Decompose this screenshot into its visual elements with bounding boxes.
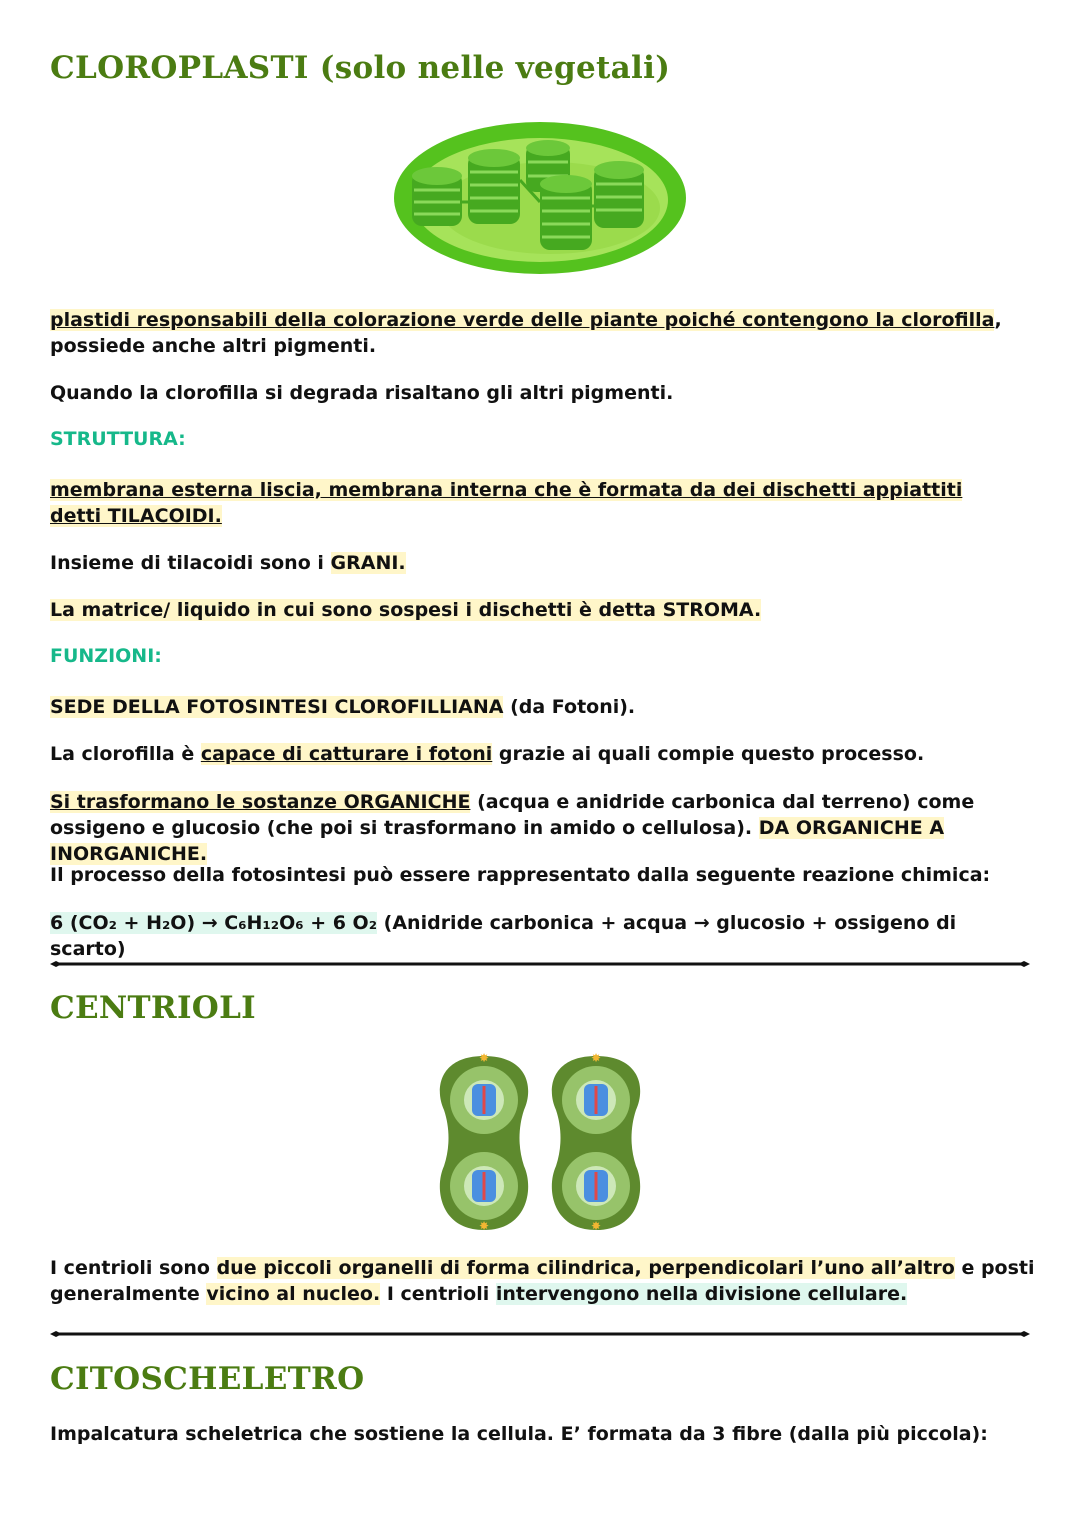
highlight-text: DA ORGANICHE A INORGANICHE. <box>50 817 945 865</box>
highlight-text: GRANI. <box>330 552 406 574</box>
highlight-text: plastidi responsabili della colorazione verde delle piante poiché contengono la clorofilla <box>50 309 995 331</box>
equation-description: (Anidride carbonica + acqua → glucosio + ossigeno di scarto) <box>50 912 957 960</box>
chloroplast-paragraph-reaction-intro: Il processo della fotosintesi può essere rappresentato dalla seguente reazione chimica: <box>50 864 991 886</box>
chloroplast-paragraph-2: Quando la clorofilla si degrada risaltano gli altri pigmenti. <box>50 382 674 404</box>
plain-text: grazie ai quali compie questo processo. <box>492 743 925 765</box>
section-divider <box>50 956 1030 972</box>
chloroplast-paragraph-transform <box>50 789 1035 867</box>
chloroplast-paragraph-1 <box>50 307 1035 359</box>
svg-text:✸: ✸ <box>478 1051 490 1065</box>
svg-text:✸: ✸ <box>590 1051 602 1065</box>
section-divider <box>50 1326 1030 1342</box>
grana-stack-5 <box>594 161 644 228</box>
svg-text:✸: ✸ <box>590 1219 602 1233</box>
highlight-text: SEDE DELLA FOTOSINTESI CLOROFILLIANA <box>50 696 504 718</box>
chloroplast-paragraph-photons <box>50 741 1035 767</box>
section-title-cytoskeleton: CITOSCHELETRO <box>50 1361 365 1397</box>
grana-stack-1 <box>412 167 462 226</box>
plain-text: La clorofilla è <box>50 743 201 765</box>
plain-text: I centrioli <box>380 1283 496 1305</box>
highlight-text: intervengono nella divisione cellulare. <box>495 1283 908 1305</box>
svg-text:✸: ✸ <box>478 1219 490 1233</box>
dividing-cell-right <box>552 1051 640 1233</box>
highlight-text: Si trasformano le sostanze ORGANICHE <box>50 791 471 813</box>
chloroplast-paragraph-stroma <box>50 597 1035 623</box>
grana-stack-2 <box>468 149 520 224</box>
plain-text: Insieme di tilacoidi sono i <box>50 552 331 574</box>
highlight-text: membrana esterna liscia, membrana interna che è formata da dei dischetti appiattiti detti TILACOIDI. <box>50 479 963 527</box>
functions-label: FUNZIONI: <box>50 645 162 667</box>
chemical-equation <box>50 910 1035 962</box>
section-title-centrioles: CENTRIOLI <box>50 990 256 1026</box>
plain-text: (acqua e anidride carbonica dal terreno) come ossigeno e glucosio (che poi si trasformano in amido o cellulosa). <box>50 791 975 839</box>
highlight-text: capace di catturare i fotoni <box>200 743 493 765</box>
cytoskeleton-paragraph: Impalcatura scheletrica che sostiene la cellula. E’ formata da 3 fibre (dalla più piccola): <box>50 1423 988 1445</box>
highlight-text: due piccoli organelli di forma cilindrica, perpendicolari l’uno all’altro <box>216 1257 955 1279</box>
section-title-chloroplast: CLOROPLASTI (solo nelle vegetali) <box>50 50 671 86</box>
chloroplast-illustration <box>390 110 690 282</box>
plain-text: e posti generalmente <box>50 1257 1035 1305</box>
structure-label: STRUTTURA: <box>50 428 186 450</box>
highlight-text: La matrice/ liquido in cui sono sospesi i dischetti è detta STROMA. <box>50 599 762 621</box>
chloroplast-paragraph-grana <box>50 550 1035 576</box>
centrioles-paragraph <box>50 1255 1035 1307</box>
dividing-cell-left <box>440 1051 528 1233</box>
plain-text: , possiede anche altri pigmenti. <box>50 309 1002 357</box>
equation-formula: 6 (CO₂ + H₂O) → C₆H₁₂O₆ + 6 O₂ <box>50 912 378 934</box>
plain-text: I centrioli sono <box>50 1257 217 1279</box>
highlight-text: vicino al nucleo. <box>206 1283 381 1305</box>
chloroplast-paragraph-structure <box>50 477 970 529</box>
grana-stack-4 <box>540 175 592 250</box>
chloroplast-paragraph-photosynthesis <box>50 694 1035 720</box>
plain-text: (da Fotoni). <box>503 696 636 718</box>
centrioles-illustration <box>438 1048 642 1238</box>
